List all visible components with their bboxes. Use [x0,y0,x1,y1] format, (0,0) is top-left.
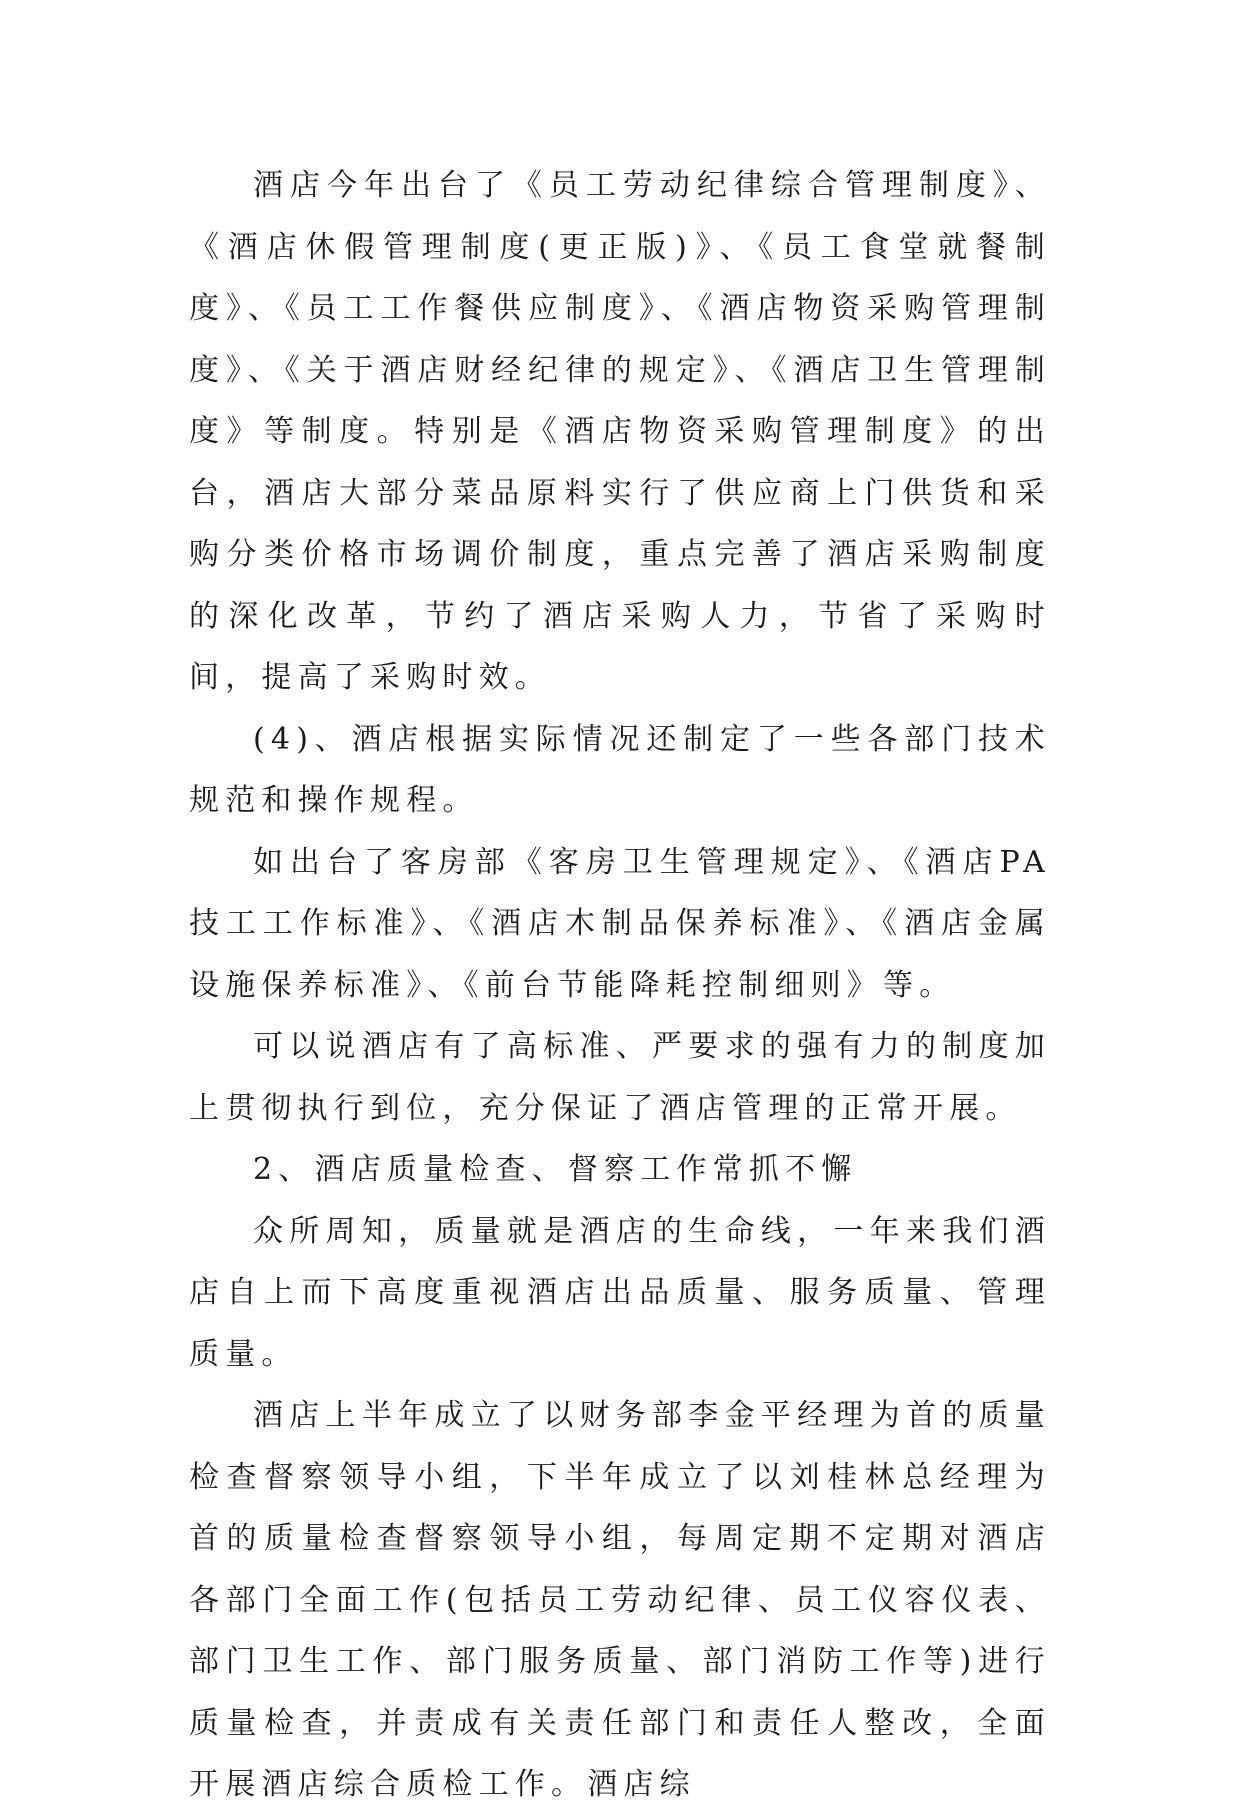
paragraph-management-summary: 可以说酒店有了高标准、严要求的强有力的制度加上贯彻执行到位，充分保证了酒店管理的正常开展。 [189,1029,1051,1126]
paragraph-housekeeping-standards: 如出台了客房部《客房卫生管理规定》、《酒店PA技工工作标准》、《酒店木制品保养标准》、《酒店金属设施保养标准》、《前台节能降耗控制细则》等。 [189,844,1051,1003]
paragraph-procurement-rules: 酒店今年出台了《员工劳动纪律综合管理制度》、《酒店休假管理制度(更正版)》、《员工食堂就餐制度》、《员工工作餐供应制度》、《酒店物资采购管理制度》、《关于酒店财经纪律的规定》、《酒店卫生管理制度》等制度。特别是《酒店物资采购管理制度》的出台，酒店大部分菜品原料实行了供应商上门供货和采购分类价格市场调价制度，重点完善了酒店采购制度的深化改革，节约了酒店采购人力，节省了采购时间，提高了采购时效。 [189,168,1051,695]
paragraph-technical-standards: (4)、酒店根据实际情况还制定了一些各部门技术规范和操作规程。 [189,721,1051,818]
paragraph-quality-lifeline: 众所周知，质量就是酒店的生命线，一年来我们酒店自上而下高度重视酒店出品质量、服务质量、管理质量。 [189,1213,1051,1372]
paragraph-inspection-team: 酒店上半年成立了以财务部李金平经理为首的质量检查督察领导小组，下半年成立了以刘桂林总经理为首的质量检查督察领导小组，每周定期不定期对酒店各部门全面工作(包括员工劳动纪律、员工仪容仪表、部门卫生工作、部门服务质量、部门消防工作等)进行质量检查，并责成有关责任部门和责任人整改，全面开展酒店综合质检工作。酒店综 [189,1398,1051,1802]
document-body [189,155,1051,1816]
section-heading-quality-inspection: 2、酒店质量检查、督察工作常抓不懈 [253,1152,858,1187]
